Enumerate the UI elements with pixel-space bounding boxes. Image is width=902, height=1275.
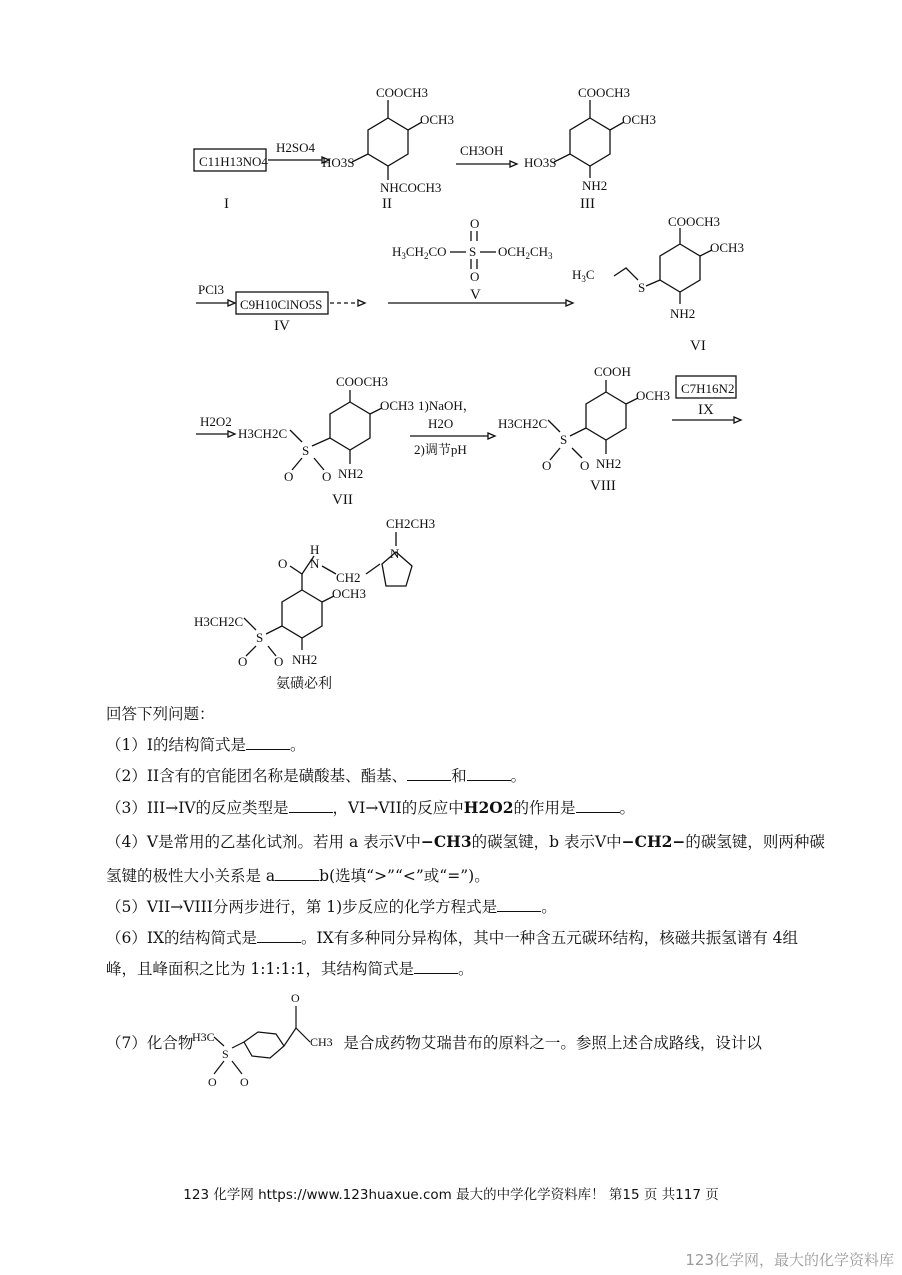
compound-iv-formula: C9H10ClNO5S — [240, 297, 323, 312]
q3-text-b: ，VI→VII的反应中 — [332, 799, 464, 817]
iii-nh2: NH2 — [582, 178, 608, 193]
q4-line2-b: b(选填“>”“<”或“=”)。 — [319, 867, 490, 885]
arrow-6-head — [488, 433, 495, 439]
bond — [246, 646, 256, 656]
ring-vi — [660, 244, 700, 292]
vi-ethyl-bonds — [614, 268, 638, 280]
bond — [572, 448, 582, 458]
q4-text-c: 的碳氢键，则两种碳 — [685, 833, 825, 851]
label-v: V — [470, 287, 481, 303]
q3-text-a: （3）III→IV的反应类型是 — [106, 799, 289, 817]
iii-cooch3: COOCH3 — [578, 85, 631, 100]
product-och3: OCH3 — [332, 586, 366, 601]
v-o-top: O — [470, 216, 480, 231]
vii-och3: OCH3 — [380, 398, 414, 413]
product-o: O — [278, 556, 288, 571]
bond — [290, 430, 302, 442]
bond — [646, 280, 660, 286]
ring-ii — [368, 118, 408, 166]
ring-vii — [330, 402, 370, 450]
bond — [296, 1028, 310, 1042]
dashed-arrow-head — [358, 300, 365, 306]
q7-benzene — [244, 1032, 284, 1058]
question-2 — [106, 766, 526, 786]
viii-o2: O — [580, 458, 590, 473]
answer-blank[interactable] — [246, 735, 290, 750]
vii-o2: O — [322, 469, 332, 484]
bond — [322, 566, 336, 574]
product-ch2: CH2 — [336, 570, 361, 585]
v-o-bottom: O — [470, 269, 480, 284]
arrow-2-head — [510, 161, 517, 167]
q1-end: 。 — [290, 736, 306, 754]
question-4-line-2 — [106, 866, 490, 886]
bond — [548, 420, 560, 432]
answer-blank[interactable] — [289, 798, 333, 813]
ring-iii — [570, 118, 610, 166]
label-iv: IV — [274, 318, 290, 334]
question-6 — [106, 928, 798, 948]
bond — [266, 626, 282, 634]
compound-i-formula: C11H13NO4 — [199, 154, 268, 169]
iii-so3h: HO3S — [524, 155, 557, 170]
v-s: S — [469, 244, 477, 259]
reagent-h2so4: H2SO4 — [276, 140, 316, 155]
viii-s: S — [560, 432, 568, 447]
label-vii: VII — [332, 492, 353, 508]
viii-o1: O — [542, 458, 552, 473]
compound-ix-formula: C7H16N2 — [681, 381, 735, 396]
q6-text-b: 。IX有多种同分异构体，其中一种含五元碳环结构，核磁共振氢谱有 4组 — [301, 929, 798, 947]
question-5 — [106, 897, 557, 917]
h2o2-formula: H2O2 — [463, 798, 514, 817]
product-o2: O — [274, 654, 284, 669]
vi-och3: OCH3 — [710, 240, 744, 255]
v-ethyl-left: $H_3CH_2CO$ — [392, 244, 447, 261]
q7-h3c: H3C — [192, 1030, 215, 1044]
q2-mid: 和 — [451, 767, 467, 785]
product-o1: O — [238, 654, 248, 669]
label-ix: IX — [698, 402, 714, 418]
arrow-4-head — [566, 300, 573, 306]
arrow-5-head — [228, 431, 235, 437]
ii-cooch3: COOCH3 — [376, 85, 429, 100]
label-vi: VI — [690, 338, 706, 354]
vii-o1: O — [284, 469, 294, 484]
viii-nh2: NH2 — [596, 456, 622, 471]
arrow-7-head — [734, 417, 741, 423]
reagent-h2o: H2O — [428, 416, 454, 431]
bond — [284, 1028, 296, 1046]
reagent-pcl3: PCl3 — [198, 282, 225, 297]
product-ch2ch3: CH2CH3 — [386, 516, 436, 531]
label-i: I — [224, 196, 229, 212]
ch3-group: −CH3 — [420, 832, 472, 851]
ii-nhcoch3: NHCOCH3 — [380, 180, 442, 195]
ch2-group: −CH2− — [621, 832, 686, 851]
q4-line2-a: 氢键的极性大小关系是 a — [106, 867, 276, 885]
product-n: N — [310, 556, 320, 571]
q6-end: 。 — [458, 960, 474, 978]
product-ethyl: H3CH2C — [194, 614, 244, 629]
reagent-ph: 2)调节pH — [414, 442, 467, 457]
vi-ethyl: $H_3C$ — [572, 267, 595, 284]
ring-viii — [586, 392, 626, 440]
bond — [366, 564, 380, 574]
label-viii: VIII — [590, 478, 616, 494]
v-ethyl-right: $OCH_2CH_3$ — [498, 244, 553, 261]
q3-end: 。 — [619, 799, 636, 817]
q6-line2: 峰，且峰面积之比为 1:1:1:1，其结构简式是 — [106, 960, 415, 978]
label-ii: II — [382, 196, 392, 212]
ii-och3: OCH3 — [420, 112, 454, 127]
q5-end: 。 — [541, 898, 557, 916]
iii-och3: OCH3 — [622, 112, 656, 127]
vii-s: S — [302, 443, 310, 458]
watermark: 123化学网，最大的化学资料库 — [685, 1251, 894, 1269]
answer-blank[interactable] — [467, 766, 511, 781]
q2-text: （2）II含有的官能团名称是磺酸基、酯基、 — [106, 767, 408, 785]
vi-nh2: NH2 — [670, 306, 696, 321]
answer-blank[interactable] — [257, 928, 301, 943]
product-nh: H — [310, 542, 320, 557]
q7-o3: O — [291, 991, 300, 1005]
q4-text-b: 的碳氢键，b 表示V中 — [471, 833, 622, 851]
bond — [290, 566, 302, 574]
bond — [244, 618, 256, 630]
ring-product — [282, 590, 322, 638]
reagent-h2o2: H2O2 — [200, 414, 232, 429]
q7-text-b: 是合成药物艾瑞昔布的原料之一。参照上述合成路线，设计以 — [343, 1034, 762, 1052]
q3-text-c: 的作用是 — [513, 799, 576, 817]
product-nh2: NH2 — [292, 652, 318, 667]
reagent-naoh: 1)NaOH， — [418, 398, 476, 413]
viii-ethyl: H3CH2C — [498, 416, 548, 431]
vii-nh2: NH2 — [338, 466, 364, 481]
q6-text-a: （6）IX的结构简式是 — [106, 929, 258, 947]
vii-ethyl: H3CH2C — [238, 426, 288, 441]
q7-ch3: CH3 — [310, 1035, 333, 1049]
bond — [292, 458, 302, 470]
q7-s: S — [222, 1047, 229, 1061]
q2-end: 。 — [510, 767, 527, 785]
answer-blank[interactable] — [407, 766, 451, 781]
question-6-line-2 — [106, 959, 474, 979]
question-3 — [106, 798, 635, 818]
answer-blank[interactable] — [576, 798, 620, 813]
answer-blank[interactable] — [275, 866, 319, 881]
product-name: 氨磺必利 — [276, 676, 332, 692]
vi-s: S — [638, 280, 646, 295]
q1-text: （1）I的结构简式是 — [106, 736, 246, 754]
viii-cooh: COOH — [594, 364, 631, 379]
reagent-ch3oh: CH3OH — [460, 143, 504, 158]
answer-blank[interactable] — [497, 897, 541, 912]
bond — [232, 1042, 244, 1048]
bond — [550, 448, 560, 460]
q4-text-a: （4）V是常用的乙基化试剂。若用 a 表示V中 — [106, 833, 421, 851]
question-4 — [106, 832, 825, 852]
bond — [232, 1061, 242, 1074]
ii-so3h: HO3S — [322, 155, 355, 170]
question-1 — [106, 735, 306, 755]
bond — [214, 1061, 224, 1074]
q5-text: （5）VII→VIII分两步进行，第 1)步反应的化学方程式是 — [106, 898, 498, 916]
q7-molecule — [186, 988, 336, 1088]
vi-cooch3: COOCH3 — [668, 214, 721, 229]
answer-blank[interactable] — [414, 959, 458, 974]
bond — [570, 428, 586, 436]
q7-text-a: （7）化合物 — [106, 1034, 194, 1052]
label-iii: III — [580, 196, 595, 212]
q7-o1: O — [208, 1075, 217, 1088]
q7-o2: O — [240, 1075, 249, 1088]
arrow-3-head — [228, 300, 235, 306]
product-ring-n: N — [390, 546, 400, 561]
questions-intro: 回答下列问题： — [106, 705, 215, 723]
viii-och3: OCH3 — [636, 388, 670, 403]
page-footer: 123 化学网 https://www.123huaxue.com 最大的中学化学资料库！ 第15 页 共117 页 — [183, 1187, 719, 1203]
product-s: S — [256, 630, 264, 645]
bond — [312, 438, 330, 446]
vii-cooch3: COOCH3 — [336, 374, 389, 389]
bond — [214, 1037, 224, 1046]
